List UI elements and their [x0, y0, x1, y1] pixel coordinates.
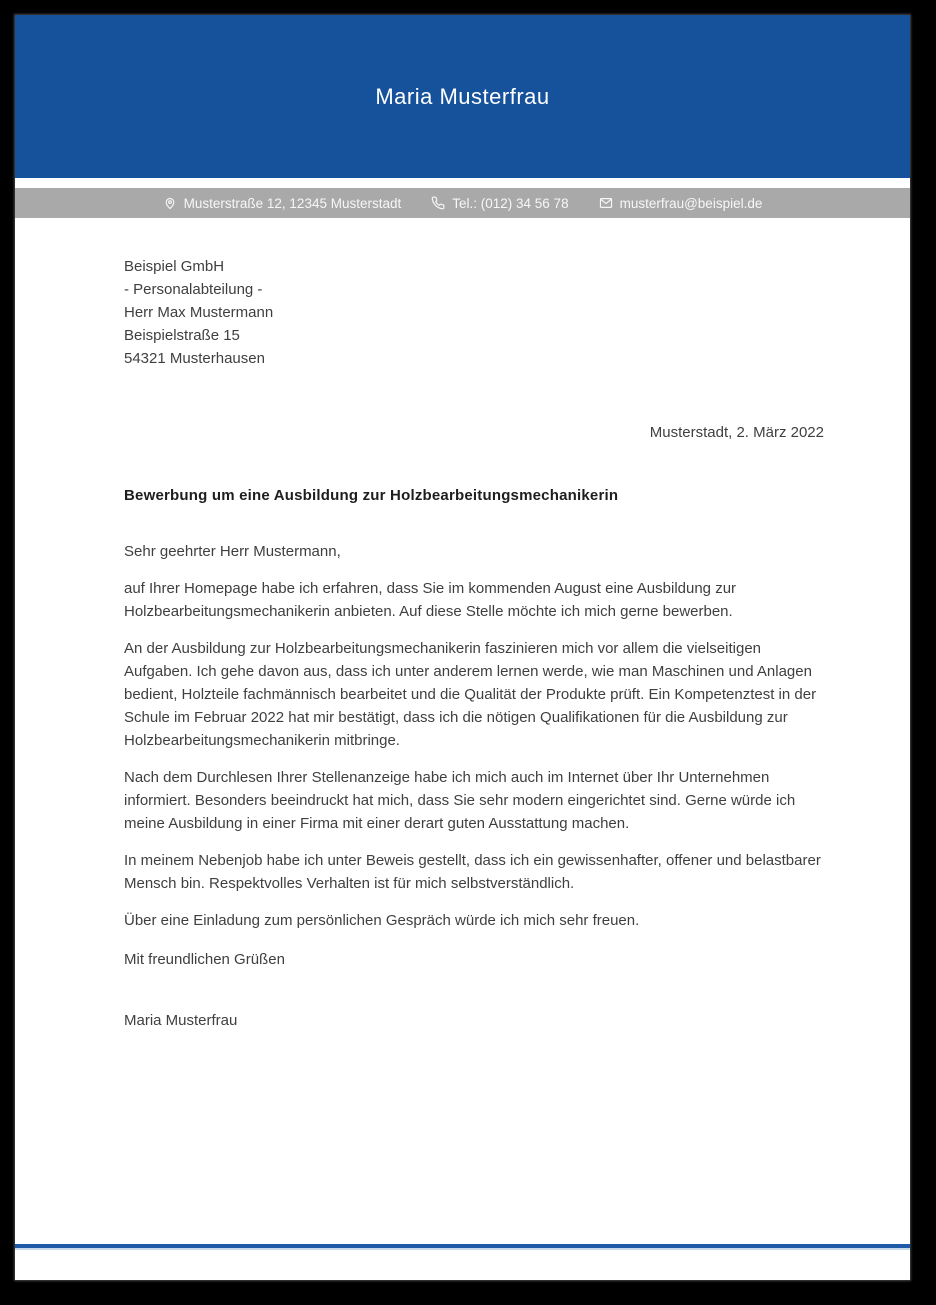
phone-icon	[431, 196, 445, 210]
sender-name: Maria Musterfrau	[375, 83, 550, 109]
body-paragraph-1: auf Ihrer Homepage habe ich erfahren, dass Sie im kommenden August eine Ausbildung zur Holzbearbeitungsmechanikerin anbieten. Auf diese Stelle möchte ich mich gerne bewerben.	[124, 580, 737, 620]
closing-phrase: Mit freundlichen Grüßen	[124, 951, 285, 968]
body-paragraph-3: Nach dem Durchlesen Ihrer Stellenanzeige habe ich mich auch im Internet über Ihr Unternehmen informiert. Besonders beeindruckt hat mich, dass Sie sehr modern eingerichtet sind. Gerne würde ich meine Ausbildung in einer Firma mit einer derart guten Ausstattung machen.	[124, 769, 796, 832]
letterhead	[15, 15, 910, 178]
contact-address-text: Musterstraße 12, 12345 Musterstadt	[183, 195, 402, 211]
footer-accent-line-light	[15, 1248, 910, 1250]
recipient-line: Beispiel GmbH	[124, 258, 225, 275]
location-pin-icon	[163, 196, 177, 210]
contact-bar	[15, 188, 910, 218]
recipient-address-block	[124, 255, 824, 370]
envelope-icon	[599, 196, 613, 210]
recipient-line: Herr Max Mustermann	[124, 304, 274, 321]
recipient-line: 54321 Musterhausen	[124, 350, 265, 367]
body-paragraph-4: In meinem Nebenjob habe ich unter Beweis gestellt, dass ich ein gewissenhafter, offener und belastbarer Mensch bin. Respektvolles Verhalten ist für mich selbstverständlich.	[124, 852, 821, 892]
contact-phone-text: Tel.: (012) 34 56 78	[452, 195, 569, 211]
footer-accent-line	[15, 1244, 910, 1250]
contact-email	[599, 196, 763, 211]
letter-body	[15, 218, 910, 1032]
signature-name: Maria Musterfrau	[124, 1012, 238, 1029]
contact-address	[163, 196, 402, 211]
subject-line: Bewerbung um eine Ausbildung zur Holzbearbeitungsmechanikerin	[124, 487, 619, 504]
contact-phone	[431, 196, 568, 211]
salutation: Sehr geehrter Herr Mustermann,	[124, 543, 341, 560]
date-line: Musterstadt, 2. März 2022	[649, 424, 824, 441]
body-paragraph-2: An der Ausbildung zur Holzbearbeitungsmechanikerin faszinieren mich vor allem die vielseitigen Aufgaben. Ich gehe davon aus, dass ich unter anderem lernen werde, wie man Maschinen und Anlagen bedient, Holzteile fachmännisch bearbeitet und die Qualität der Produkte prüft. Ein Kompetenztest in der Schule im Februar 2022 hat mir bestätigt, dass ich die nötigen Qualifikationen für die Ausbildung zur Holzbearbeitungsmechanikerin mitbringe.	[124, 640, 817, 749]
contact-email-text: musterfrau@beispiel.de	[619, 195, 763, 211]
body-paragraph-5: Über eine Einladung zum persönlichen Gespräch würde ich mich sehr freuen.	[124, 912, 640, 929]
letter-page	[15, 15, 910, 1280]
recipient-line: Beispielstraße 15	[124, 327, 240, 344]
recipient-line: - Personalabteilung -	[124, 281, 263, 298]
